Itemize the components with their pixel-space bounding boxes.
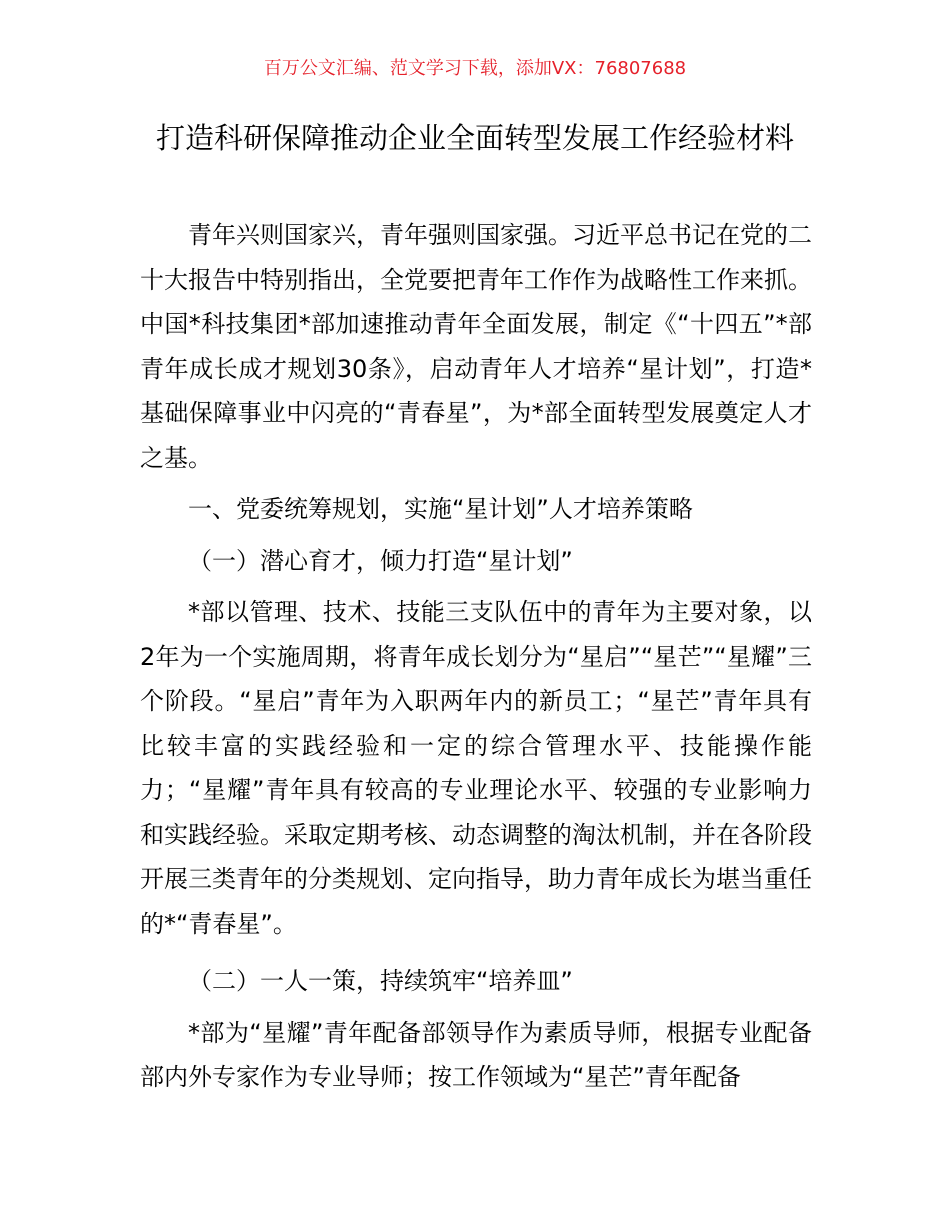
body-paragraph-1: *部以管理、技术、技能三支队伍中的青年为主要对象，以2年为一个实施周期，将青年成长划分为“星启”“星芒”“星耀”三个阶段。“星启”青年为入职两年内的新员工；“星芒”青年具有比较丰富的实践经验和一定的综合管理水平、技能操作能力；“星耀”青年具有较高的专业理论水平、较强的专业影响力和实践经验。采取定期考核、动态调整的淘汰机制，并在各阶段开展三类青年的分类规划、定向指导，助力青年成长为堪当重任的*“青春星”。: [140, 598, 812, 938]
intro-paragraph: 青年兴则国家兴，青年强则国家强。习近平总书记在党的二十大报告中特别指出，全党要把青年工作作为战略性工作来抓。中国*科技集团*部加速推动青年全面发展，制定《“十四五”*部青年成长成才规划30条》，启动青年人才培养“星计划”，打造*基础保障事业中闪亮的“青春星”，为*部全面转型发展奠定人才之基。: [140, 221, 812, 472]
section-heading-1: 一、党委统筹规划，实施“星计划”人才培养策略: [188, 495, 693, 523]
document-body: [140, 213, 812, 1100]
subsection-heading-1: （一）潜心育才，倾力打造“星计划”: [188, 546, 573, 575]
body-paragraph-2: *部为“星耀”青年配备部领导作为素质导师，根据专业配备部内外专家作为专业导师；按工作领域为“星芒”青年配备: [140, 1018, 812, 1091]
subsection-heading-2: （二）一人一策，持续筑牢“培养皿”: [188, 967, 573, 995]
header-watermark-note: 百万公文汇编、范文学习下载，添加VX：76807688: [263, 58, 687, 79]
document-title: 打造科研保障推动企业全面转型发展工作经验材料: [155, 121, 794, 155]
